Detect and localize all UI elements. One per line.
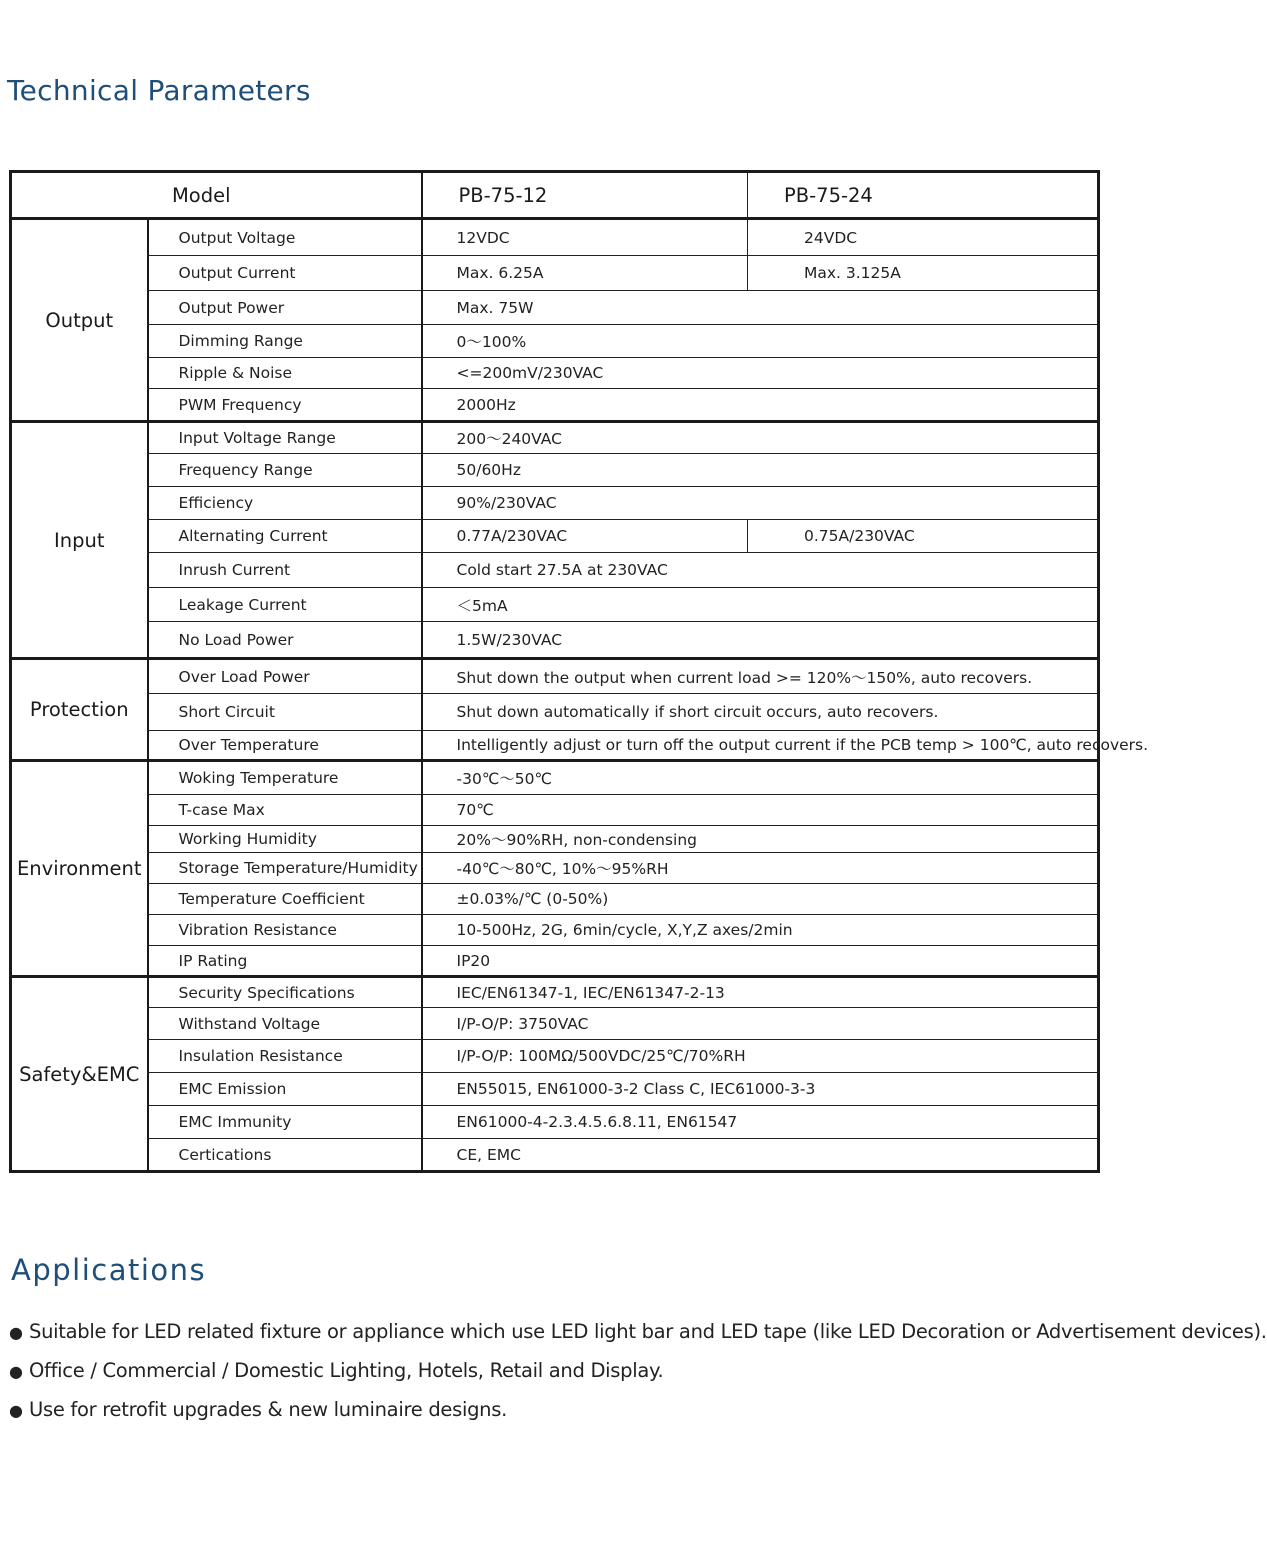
param-value: EN55015, EN61000-3-2 Class C, IEC61000-3-3 bbox=[422, 1073, 1099, 1106]
spec-row bbox=[11, 325, 1099, 358]
model-header-row bbox=[11, 172, 1099, 219]
param-name: Certications bbox=[148, 1139, 422, 1172]
param-name: Working Humidity bbox=[148, 826, 422, 853]
group-label: Environment bbox=[11, 761, 148, 977]
spec-row bbox=[11, 291, 1099, 325]
param-value: IP20 bbox=[422, 946, 1099, 977]
spec-row bbox=[11, 659, 1099, 694]
param-value: 1.5W/230VAC bbox=[422, 622, 1099, 659]
param-value: I/P-O/P: 100MΩ/500VDC/25℃/70%RH bbox=[422, 1040, 1099, 1073]
application-item bbox=[9, 1396, 1267, 1435]
param-name: Woking Temperature bbox=[148, 761, 422, 795]
param-name: Security Specifications bbox=[148, 977, 422, 1008]
spec-row bbox=[11, 1139, 1099, 1172]
spec-row bbox=[11, 256, 1099, 291]
param-name: Withstand Voltage bbox=[148, 1008, 422, 1040]
group-label: Input bbox=[11, 422, 148, 659]
param-value: 50/60Hz bbox=[422, 454, 1099, 487]
param-name: Ripple & Noise bbox=[148, 358, 422, 389]
application-text: Office / Commercial / Domestic Lighting, Hotels, Retail and Display. bbox=[29, 1359, 664, 1382]
param-name: Storage Temperature/Humidity bbox=[148, 853, 422, 884]
param-name: Short Circuit bbox=[148, 694, 422, 731]
spec-row bbox=[11, 454, 1099, 487]
param-value: Max. 6.25A bbox=[422, 256, 748, 291]
spec-row bbox=[11, 219, 1099, 256]
param-name: Output Current bbox=[148, 256, 422, 291]
spec-row bbox=[11, 731, 1099, 761]
param-name: No Load Power bbox=[148, 622, 422, 659]
param-name: EMC Emission bbox=[148, 1073, 422, 1106]
param-value: 70℃ bbox=[422, 795, 1099, 826]
param-value: <=200mV/230VAC bbox=[422, 358, 1099, 389]
param-value: 12VDC bbox=[422, 219, 748, 256]
param-value: EN61000-4-2.3.4.5.6.8.11, EN61547 bbox=[422, 1106, 1099, 1139]
application-item bbox=[9, 1318, 1267, 1357]
spec-row bbox=[11, 795, 1099, 826]
param-name: Efficiency bbox=[148, 487, 422, 520]
param-name: EMC Immunity bbox=[148, 1106, 422, 1139]
bullet-icon: ● bbox=[9, 1401, 23, 1420]
param-value: ＜5mA bbox=[422, 588, 1099, 622]
spec-row bbox=[11, 694, 1099, 731]
spec-row bbox=[11, 884, 1099, 915]
spec-row bbox=[11, 422, 1099, 454]
model-pb-75-12: PB-75-12 bbox=[422, 172, 748, 219]
param-value: Shut down automatically if short circuit occurs, auto recovers. bbox=[422, 694, 1099, 731]
model-pb-75-24: PB-75-24 bbox=[748, 172, 1099, 219]
param-value: Intelligently adjust or turn off the output current if the PCB temp > 100℃, auto recovers. bbox=[422, 731, 1099, 761]
param-value: 90%/230VAC bbox=[422, 487, 1099, 520]
spec-row bbox=[11, 1008, 1099, 1040]
param-name: Input Voltage Range bbox=[148, 422, 422, 454]
spec-row bbox=[11, 358, 1099, 389]
param-value: 10-500Hz, 2G, 6min/cycle, X,Y,Z axes/2min bbox=[422, 915, 1099, 946]
param-value: 20%～90%RH, non-condensing bbox=[422, 826, 1099, 853]
bullet-icon: ● bbox=[9, 1362, 23, 1381]
group-label: Safety&EMC bbox=[11, 977, 148, 1172]
param-value: Shut down the output when current load >= 120%～150%, auto recovers. bbox=[422, 659, 1099, 694]
param-value: Max. 3.125A bbox=[748, 256, 1099, 291]
model-label: Model bbox=[11, 172, 422, 219]
param-name: Leakage Current bbox=[148, 588, 422, 622]
spec-table bbox=[9, 170, 1149, 1173]
param-value: 2000Hz bbox=[422, 389, 1099, 422]
param-name: Over Load Power bbox=[148, 659, 422, 694]
param-name: Inrush Current bbox=[148, 553, 422, 588]
param-name: Dimming Range bbox=[148, 325, 422, 358]
param-name: Frequency Range bbox=[148, 454, 422, 487]
param-value: 0～100% bbox=[422, 325, 1099, 358]
spec-row bbox=[11, 977, 1099, 1008]
param-name: Output Power bbox=[148, 291, 422, 325]
spec-row bbox=[11, 761, 1099, 795]
param-name: Alternating Current bbox=[148, 520, 422, 553]
technical-parameters-title: Technical Parameters bbox=[7, 74, 311, 107]
bullet-icon: ● bbox=[9, 1323, 23, 1342]
param-name: IP Rating bbox=[148, 946, 422, 977]
spec-row bbox=[11, 389, 1099, 422]
spec-row bbox=[11, 487, 1099, 520]
spec-row bbox=[11, 915, 1099, 946]
param-name: T-case Max bbox=[148, 795, 422, 826]
spec-row bbox=[11, 553, 1099, 588]
param-value: -40℃～80℃, 10%～95%RH bbox=[422, 853, 1099, 884]
applications-list bbox=[9, 1318, 1267, 1435]
param-value: 0.77A/230VAC bbox=[422, 520, 748, 553]
param-value: Cold start 27.5A at 230VAC bbox=[422, 553, 1099, 588]
param-name: Output Voltage bbox=[148, 219, 422, 256]
param-value: ±0.03%/℃ (0-50%) bbox=[422, 884, 1099, 915]
application-text: Use for retrofit upgrades & new luminaire designs. bbox=[29, 1398, 507, 1421]
spec-row bbox=[11, 1106, 1099, 1139]
param-value: I/P-O/P: 3750VAC bbox=[422, 1008, 1099, 1040]
param-value: -30℃～50℃ bbox=[422, 761, 1099, 795]
applications-title: Applications bbox=[11, 1253, 207, 1287]
spec-row bbox=[11, 853, 1099, 884]
param-value: 200～240VAC bbox=[422, 422, 1099, 454]
spec-row bbox=[11, 1073, 1099, 1106]
param-value: 0.75A/230VAC bbox=[748, 520, 1099, 553]
param-value: CE, EMC bbox=[422, 1139, 1099, 1172]
spec-row bbox=[11, 588, 1099, 622]
application-item bbox=[9, 1357, 1267, 1396]
spec-row bbox=[11, 520, 1099, 553]
param-name: Insulation Resistance bbox=[148, 1040, 422, 1073]
param-name: Vibration Resistance bbox=[148, 915, 422, 946]
group-label: Output bbox=[11, 219, 148, 422]
spec-row bbox=[11, 622, 1099, 659]
spec-row bbox=[11, 826, 1099, 853]
param-value: IEC/EN61347-1, IEC/EN61347-2-13 bbox=[422, 977, 1099, 1008]
spec-row bbox=[11, 1040, 1099, 1073]
spec-row bbox=[11, 946, 1099, 977]
group-label: Protection bbox=[11, 659, 148, 761]
param-value: 24VDC bbox=[748, 219, 1099, 256]
param-name: PWM Frequency bbox=[148, 389, 422, 422]
param-name: Over Temperature bbox=[148, 731, 422, 761]
param-name: Temperature Coefficient bbox=[148, 884, 422, 915]
param-value: Max. 75W bbox=[422, 291, 1099, 325]
application-text: Suitable for LED related fixture or appliance which use LED light bar and LED tape (like LED Decoration or Advertisement devices). bbox=[29, 1320, 1267, 1343]
